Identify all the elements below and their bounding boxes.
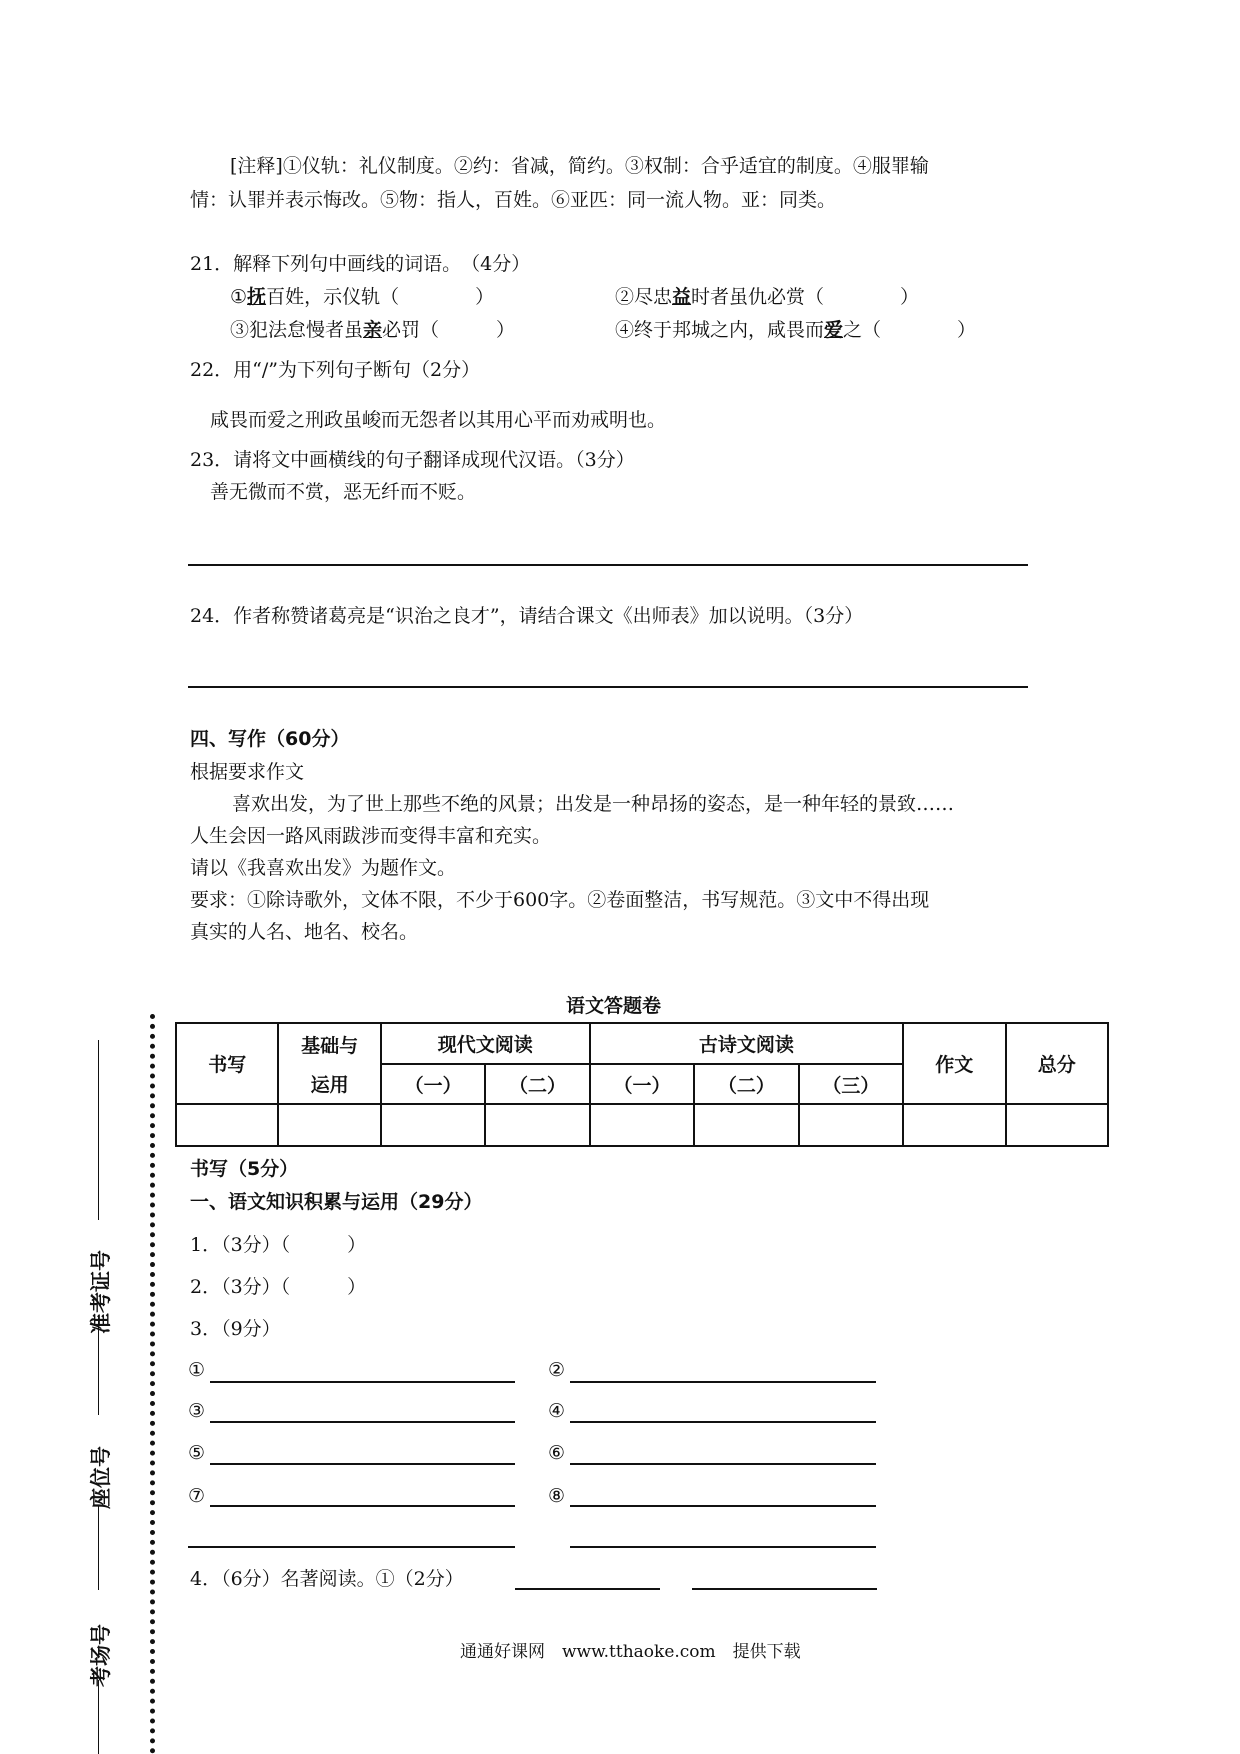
q21-item-1-post: 百姓，示仪轨（ ）	[266, 286, 495, 308]
q21-item-2	[615, 285, 919, 309]
answer-line-5[interactable]	[210, 1463, 515, 1465]
q21-item-2-word: 益	[672, 286, 692, 308]
side-line-4	[98, 1680, 99, 1754]
circle-3: ③	[188, 1400, 206, 1422]
header-jichu-2: 运用	[278, 1064, 380, 1104]
q21-item-2-pre: ②尽忠	[615, 286, 673, 308]
sub-gushi-3: （三）	[799, 1064, 903, 1104]
writing-line-5: 要求：①除诗歌外，文体不限，不少于600字。②卷面整洁，书写规范。③文中不得出现	[190, 889, 930, 911]
sub-gushi-2: （二）	[694, 1064, 798, 1104]
part1-heading: 一、语文知识积累与运用（29分）	[190, 1191, 483, 1213]
q21-stem: 21．解释下列句中画线的词语。 （4分）	[190, 253, 531, 275]
score-cell-jichu[interactable]	[278, 1104, 380, 1146]
q21-item-4-word: 爱	[824, 319, 844, 341]
header-zuowen: 作文	[903, 1023, 1005, 1104]
side-line-1	[98, 1040, 99, 1220]
circle-7: ⑦	[188, 1485, 206, 1507]
score-cell-shuxie[interactable]	[176, 1104, 278, 1146]
q23-stem: 23．请将文中画横线的句子翻译成现代汉语。（3分）	[190, 449, 635, 471]
q21-item-4-pre: ④终于邦城之内，咸畏而	[615, 319, 825, 341]
answer-line-8[interactable]	[570, 1505, 876, 1507]
zhunkao-label: 准考证号	[89, 1250, 113, 1334]
answer-4: 4．（6分）名著阅读。①（2分）	[190, 1568, 464, 1590]
circle-1: ①	[188, 1359, 206, 1381]
notes-line-2: 情：认罪并表示悔改。⑤物：指人，百姓。⑥亚匹：同一流人物。亚：同类。	[190, 189, 837, 211]
writing-line-4: 请以《我喜欢出发》为题作文。	[190, 857, 457, 879]
sub-gushi-1: （一）	[590, 1064, 694, 1104]
answer-line-3[interactable]	[210, 1421, 515, 1423]
answer-line-7[interactable]	[210, 1505, 515, 1507]
score-cell-zongfen[interactable]	[1006, 1104, 1109, 1146]
answer-line-6[interactable]	[570, 1463, 876, 1465]
circle-2: ②	[548, 1359, 566, 1381]
answer-line-9[interactable]	[188, 1546, 515, 1548]
q21-item-4	[615, 318, 976, 342]
circle-6: ⑥	[548, 1442, 566, 1464]
writing-line-2: 喜欢出发，为了世上那些不绝的风景；出发是一种昂扬的姿态，是一种年轻的景致……	[232, 793, 955, 815]
q23-text: 善无微而不赏，恶无纤而不贬。	[210, 481, 477, 503]
q22-text: 咸畏而爱之刑政虽峻而无怨者以其用心平而劝戒明也。	[210, 409, 667, 431]
side-line-3	[98, 1505, 99, 1590]
circle-8: ⑧	[548, 1485, 566, 1507]
q21-item-3-post: 必罚（ ）	[382, 319, 516, 341]
circle-4: ④	[548, 1400, 566, 1422]
header-zongfen: 总分	[1006, 1023, 1109, 1104]
writing-line-1: 根据要求作文	[190, 761, 305, 783]
header-shuxie: 书写	[176, 1023, 278, 1104]
answer-3: 3．（9分）	[190, 1318, 281, 1340]
binding-dotted-line	[150, 1014, 155, 1754]
answer-line-2[interactable]	[570, 1381, 876, 1383]
q23-answer-line[interactable]	[188, 564, 1028, 566]
q21-item-3	[230, 318, 515, 342]
sub-xiandai-1: （一）	[381, 1064, 485, 1104]
answer-sheet-title: 语文答题卷	[566, 995, 662, 1017]
score-table	[175, 1022, 1109, 1147]
answer-line-4a[interactable]	[515, 1588, 660, 1590]
shuxie-label: 书写（5分）	[190, 1158, 299, 1180]
q21-item-1	[230, 285, 494, 309]
footer-text: 通通好课网 www.tthaoke.com 提供下载	[460, 1642, 801, 1662]
answer-2: 2．（3分）（ ）	[190, 1276, 367, 1298]
zuowei-label: 座位号	[89, 1446, 113, 1509]
notes-line-1: [注释]①仪轨：礼仪制度。②约：省减，简约。③权制：合乎适宜的制度。④服罪输	[230, 155, 929, 177]
score-cell-xiandai-1[interactable]	[381, 1104, 485, 1146]
score-cell-gushi-3[interactable]	[799, 1104, 903, 1146]
circle-5: ⑤	[188, 1442, 206, 1464]
answer-line-4[interactable]	[570, 1421, 876, 1423]
header-xiandai: 现代文阅读	[381, 1023, 590, 1064]
score-cell-gushi-2[interactable]	[694, 1104, 798, 1146]
q21-item-4-post: 之（ ）	[843, 319, 977, 341]
kaochang-label: 考场号	[89, 1624, 113, 1687]
q22-stem: 22．用“/”为下列句子断句（2分）	[190, 359, 481, 381]
q21-item-1-pre: ①	[230, 286, 248, 308]
writing-line-3: 人生会因一路风雨跋涉而变得丰富和充实。	[190, 825, 552, 847]
sub-xiandai-2: （二）	[485, 1064, 589, 1104]
header-gushi: 古诗文阅读	[590, 1023, 903, 1064]
writing-heading: 四、写作（60分）	[190, 728, 350, 750]
score-cell-gushi-1[interactable]	[590, 1104, 694, 1146]
writing-line-6: 真实的人名、地名、校名。	[190, 921, 419, 943]
q21-item-2-post: 时者虽仇必赏（ ）	[691, 286, 920, 308]
side-line-2	[98, 1315, 99, 1415]
score-cell-xiandai-2[interactable]	[485, 1104, 589, 1146]
q24-stem: 24．作者称赞诸葛亮是“识治之良才”，请结合课文《出师表》加以说明。（3分）	[190, 605, 864, 627]
answer-line-1[interactable]	[210, 1381, 515, 1383]
answer-line-4b[interactable]	[692, 1588, 877, 1590]
q21-item-3-pre: ③犯法怠慢者虽	[230, 319, 364, 341]
q21-item-1-word: 抚	[247, 286, 267, 308]
answer-line-10[interactable]	[570, 1546, 876, 1548]
header-jichu-1: 基础与	[278, 1023, 380, 1064]
answer-1: 1．（3分）（ ）	[190, 1234, 367, 1256]
q21-item-3-word: 亲	[363, 319, 383, 341]
q24-answer-line[interactable]	[188, 686, 1028, 688]
score-cell-zuowen[interactable]	[903, 1104, 1005, 1146]
